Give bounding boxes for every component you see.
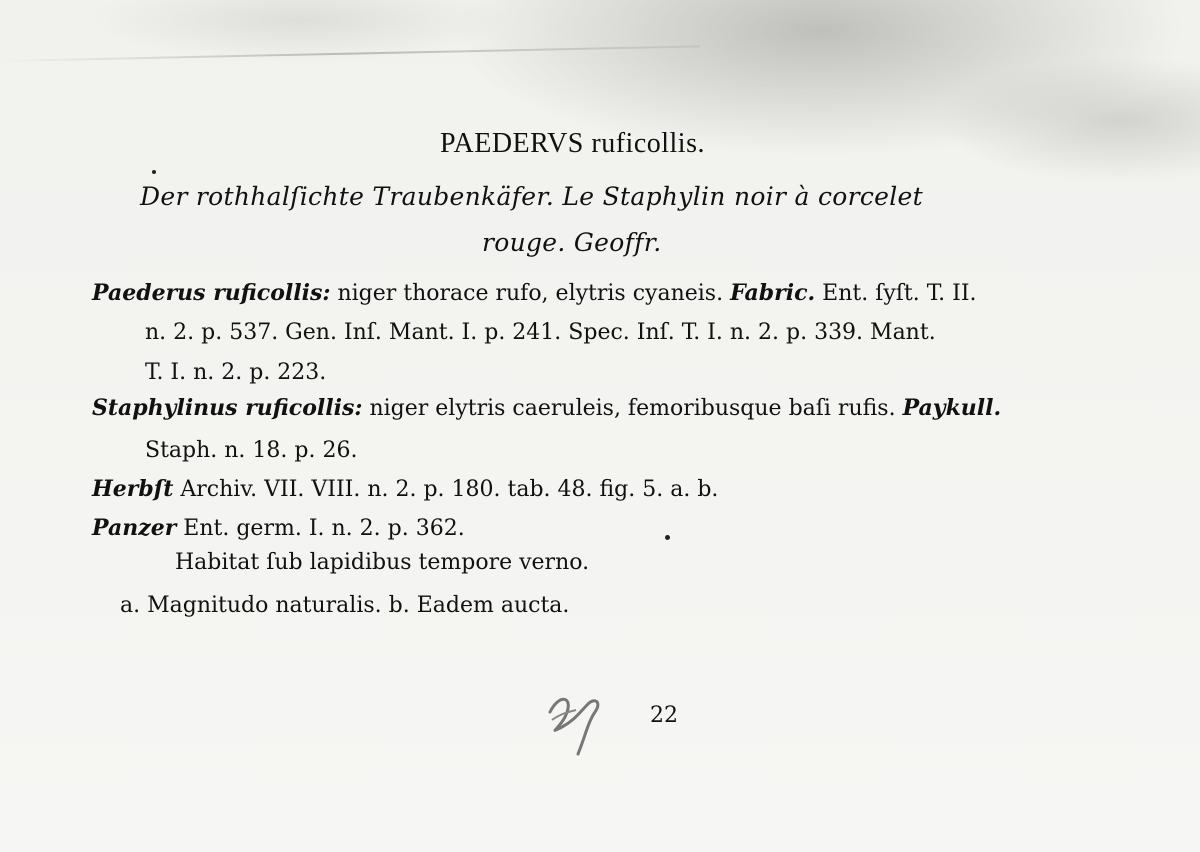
genus-name: PAEDERVS [440,128,584,159]
diagnosis-text: niger elytris caeruleis, femoribusque baſi rufis. [362,396,903,421]
diagnosis-text: niger thorace rufo, elytris cyaneis. [330,281,731,306]
paper-fold-crease [0,45,700,62]
common-name-line-1: Der rothhalſichte Traubenkäfer. Le Staphylin noir à corcelet [140,182,923,211]
author-name: Fabric. [730,280,816,306]
citation-text: Ent. ſyſt. T. II. [815,281,977,306]
author-name: Panzer [92,515,177,541]
reference-continuation: Staph. n. 18. p. 26. [145,438,358,463]
author-name: Herbſt [92,476,174,502]
reference-continuation: T. I. n. 2. p. 223. [145,360,327,385]
taxon-name: Staphylinus ruficollis: [92,395,363,421]
common-name-line-2: rouge. Geoffr. [482,228,662,257]
reference-continuation: n. 2. p. 537. Gen. Inſ. Mant. I. p. 241. Spec. Inſ. T. I. n. 2. p. 339. Mant. [145,320,936,345]
reference-paykull [92,395,1001,421]
reference-herbst [92,476,718,502]
author-name: Paykull. [902,395,1002,421]
citation-text: Archiv. VII. VIII. n. 2. p. 180. tab. 48. fig. 5. a. b. [173,477,719,502]
habitat-note: Habitat ſub lapidibus tempore verno. [175,550,590,575]
citation-text: Ent. germ. I. n. 2. p. 362. [176,516,465,541]
species-name: ruficollis. [591,128,705,159]
handwritten-mark [540,682,620,762]
reference-fabricius [92,280,977,306]
ink-speck [665,535,670,540]
species-title [440,128,705,160]
taxon-name: Paederus ruficollis: [92,280,331,306]
figure-legend: a. Magnitudo naturalis. b. Eadem aucta. [120,593,570,618]
reference-panzer [92,515,465,541]
page-number: 22 [650,703,678,728]
ink-speck [152,170,156,174]
